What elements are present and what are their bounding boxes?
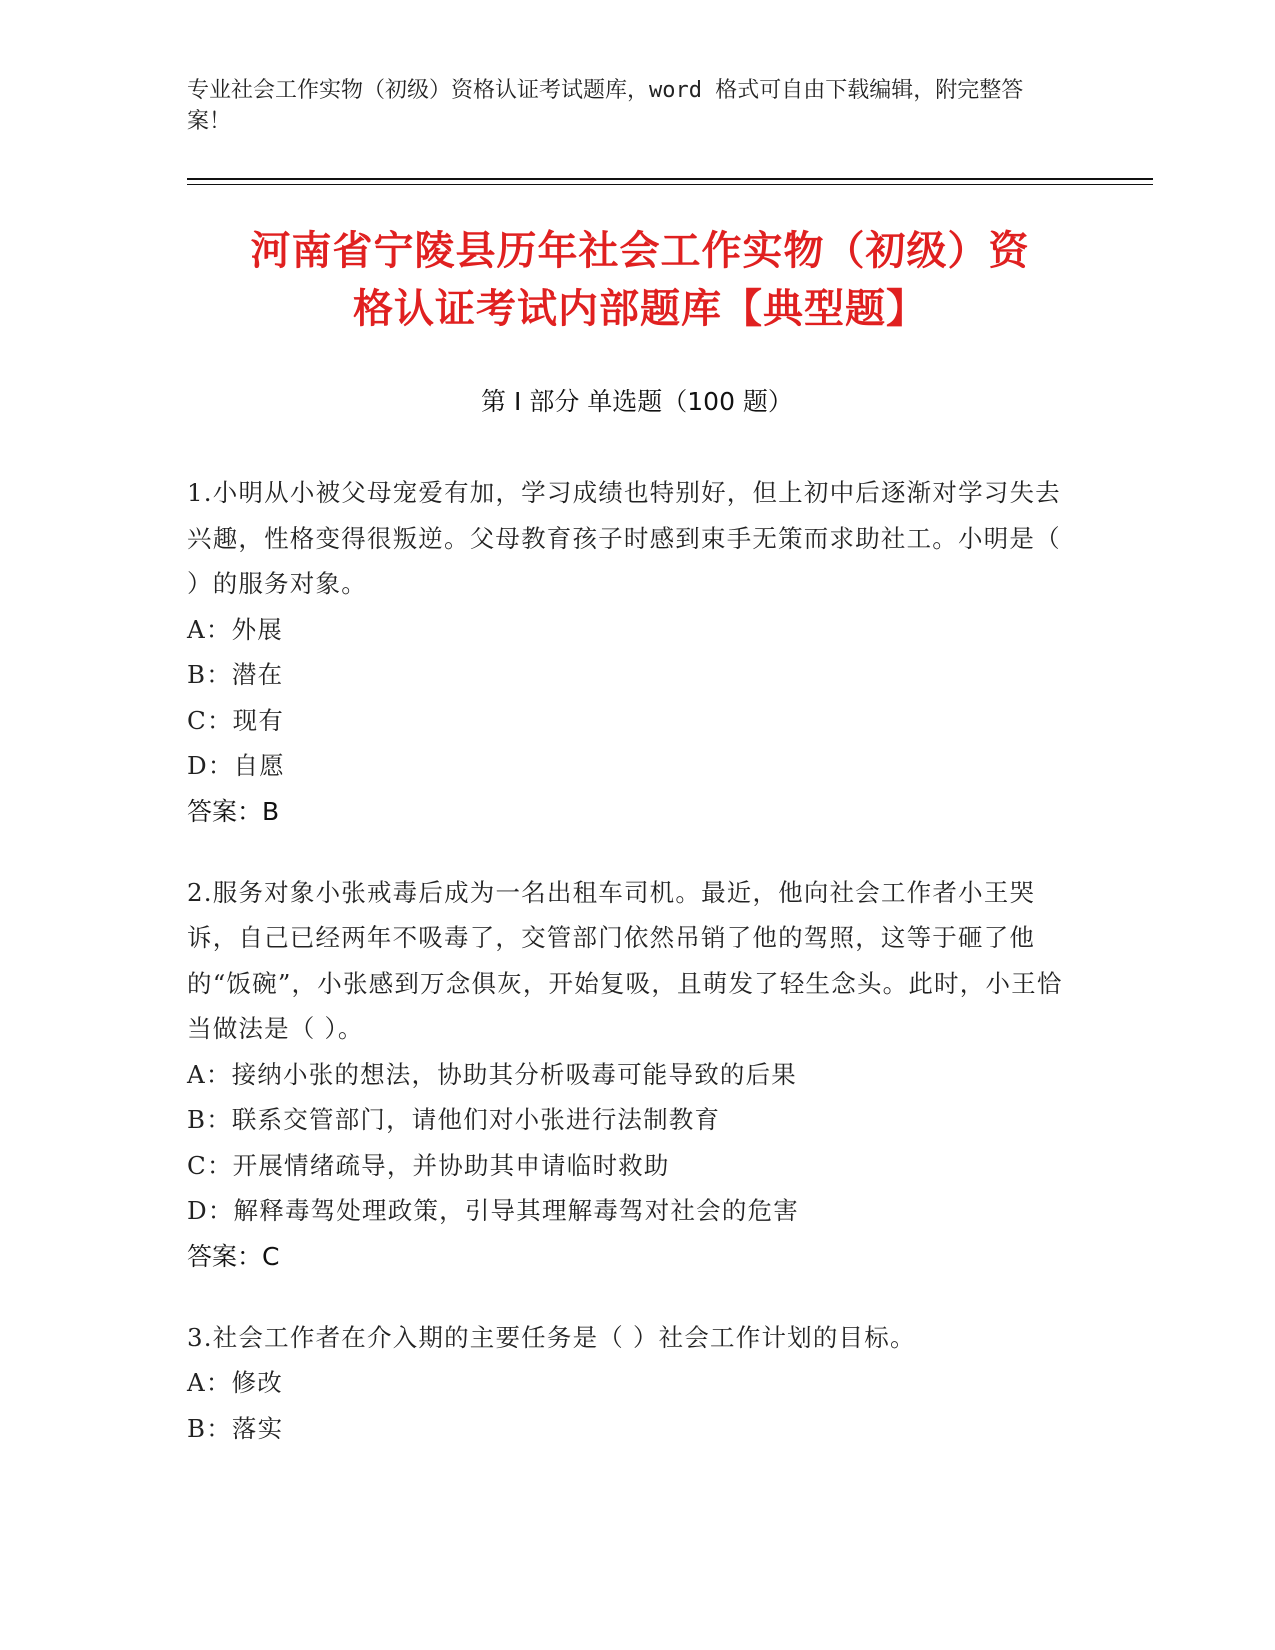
option-c: C：现有 [187,705,285,735]
question-2 [187,870,1077,1279]
option-d: D：解释毒驾处理政策，引导其理解毒驾对社会的危害 [187,1196,799,1225]
option-b: B：落实 [187,1413,284,1443]
option-a: A：接纳小张的想法，协助其分析吸毒可能导致的后果 [187,1059,797,1089]
question-stem: 2.服务对象小张戒毒后成为一名出租车司机。最近，他向社会工作者小王哭诉，自己已经两年不吸毒了，交管部门依然吊销了他的驾照，这等于砸了他的“饭碗”，小张感到万念俱灰，开始复吸，且萌发了轻生念头。此时，小王恰当做法是（ ）。 [187,877,1063,1043]
section-title: 第 I 部分 单选题（100 题） [481,387,793,416]
question-stem: 1.小明从小被父母宠爱有加，学习成绩也特别好，但上初中后逐渐对学习失去兴趣，性格变得很叛逆。父母教育孩子时感到束手无策而求助社工。小明是（ ）的服务对象。 [187,478,1061,598]
answer: 答案：B [187,796,280,826]
option-a: A：修改 [187,1368,283,1397]
header-note: 专业社会工作实物（初级）资格认证考试题库，word 格式可自由下载编辑，附完整答案！ [187,78,1024,134]
header-divider-thick [187,178,1153,180]
question-stem: 3.社会工作者在介入期的主要任务是（ ）社会工作计划的目标。 [187,1322,916,1352]
header-divider-thin [187,184,1153,185]
option-a: A：外展 [187,614,283,644]
question-list [187,470,1077,1475]
option-b: B：联系交管部门，请他们对小张进行法制教育 [187,1105,721,1134]
title-line-1: 河南省宁陵县历年社会工作实物（初级）资 [250,228,1030,274]
question-3 [187,1315,1077,1452]
document-title [180,222,1100,338]
answer: 答案：C [187,1241,280,1271]
option-c: C：开展情绪疏导，并协助其申请临时救助 [187,1150,670,1180]
option-b: B：潜在 [187,660,284,689]
title-line-2: 格认证考试内部题库【典型题】 [353,286,927,332]
question-1 [187,470,1077,834]
option-d: D：自愿 [187,751,285,780]
